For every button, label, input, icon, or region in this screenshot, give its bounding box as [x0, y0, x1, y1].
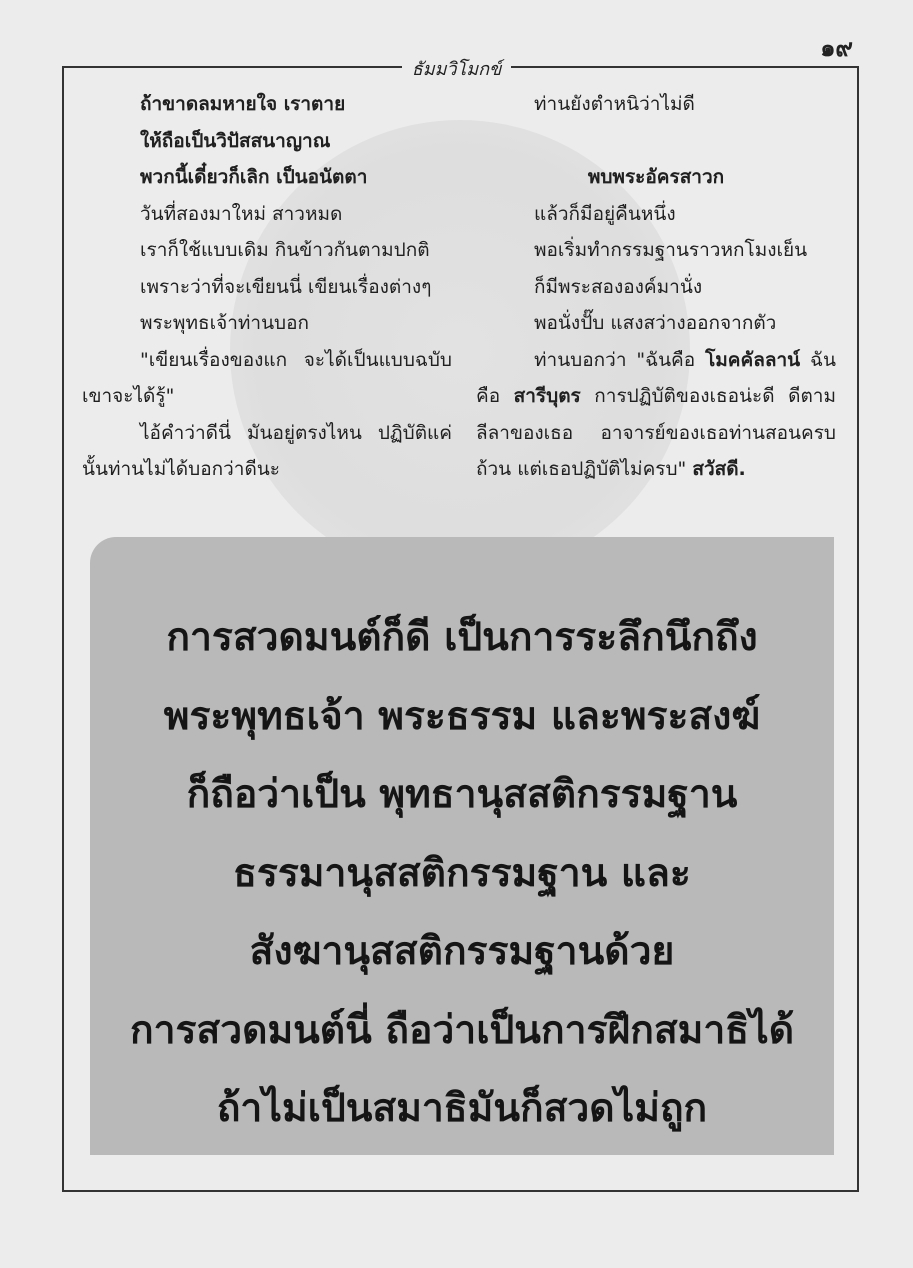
highlight-line: พระพุทธเจ้า พระธรรม และพระสงฆ์	[163, 693, 761, 739]
highlight-box	[90, 537, 834, 1155]
left-column	[82, 86, 452, 488]
running-head-text: ธัมมวิโมกข์	[402, 59, 512, 80]
paragraph: "เขียนเรื่องของแก จะได้เป็นแบบฉบับ เขาจะได้รู้"	[82, 348, 452, 407]
highlight-line: สังฆานุสสติกรรมฐานด้วย	[249, 929, 675, 974]
name-moggallana: โมคคัลลาน์	[705, 348, 801, 371]
quote-text: ฉันคือ	[476, 348, 836, 407]
name-sariputta: สารีบุตร	[513, 385, 581, 407]
paragraph: ไอ้คำว่าดีนี่ มันอยู่ตรงไหน ปฏิบัติแค่นั้นท่านไม่ได้บอกว่าดีนะ	[82, 421, 452, 480]
paragraph: พระพุทธเจ้าท่านบอก	[140, 312, 310, 334]
paragraph: พวกนี้เดี๋ยวก็เลิก เป็นอนัตตา	[140, 166, 368, 188]
closing-word: สวัสดี.	[692, 458, 746, 480]
highlight-line: การสวดมนต์ก็ดี เป็นการระลึกนึกถึง	[166, 615, 758, 660]
highlight-line: การสวดมนต์นี่ ถือว่าเป็นการฝึกสมาธิได้	[129, 1007, 795, 1053]
paragraph: ก็มีพระสององค์มานั่ง	[534, 275, 703, 298]
paragraph: ท่านยังตำหนิว่าไม่ดี	[534, 93, 695, 115]
running-head	[0, 54, 913, 83]
paragraph: วันที่สองมาใหม่ สาวหมด	[140, 202, 343, 225]
quote-text: ท่านบอกว่า "ฉันคือ	[534, 348, 706, 371]
spacer	[476, 123, 836, 160]
highlight-line: ธรรมานุสสติกรรมฐาน และ	[233, 850, 691, 896]
paragraph	[476, 342, 836, 488]
paragraph: พอนั่งปั๊บ แสงสว่างออกจากตัว	[534, 312, 777, 334]
paragraph: ถ้าขาดลมหายใจ เราตาย	[140, 93, 346, 115]
paragraph: ให้ถือเป็นวิปัสสนาญาณ	[140, 129, 331, 152]
page-number: ๑๙	[820, 33, 853, 62]
highlight-line: ถ้าไม่เป็นสมาธิมันก็สวดไม่ถูก	[216, 1086, 708, 1131]
section-heading: พบพระอัครสาวก	[587, 166, 725, 188]
paragraph: เราก็ใช้แบบเดิม กินข้าวกันตามปกติ	[140, 239, 430, 261]
paragraph: แล้วก็มีอยู่คืนหนึ่ง	[534, 202, 676, 225]
right-column	[476, 86, 836, 488]
paragraph: พอเริ่มทำกรรมฐานราวหกโมงเย็น	[534, 239, 808, 261]
quote-text: การปฏิบัติของเธอน่ะดี ดีตามลีลาของเธอ อาจารย์ของเธอท่านสอนครบถ้วน แต่เธอปฏิบัติไม่ครบ"	[476, 385, 836, 480]
highlight-text	[90, 599, 834, 1149]
highlight-line: ก็ถือว่าเป็น พุทธานุสสติกรรมฐาน	[186, 772, 738, 817]
paragraph: เพราะว่าที่จะเขียนนี่ เขียนเรื่องต่างๆ	[140, 275, 432, 298]
